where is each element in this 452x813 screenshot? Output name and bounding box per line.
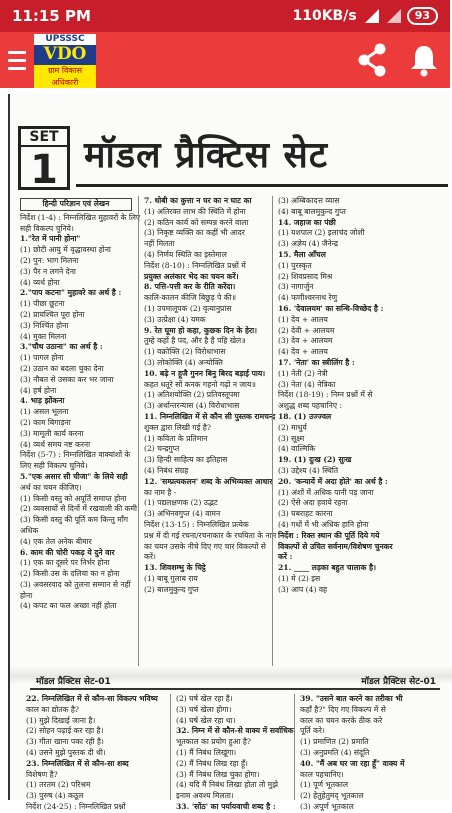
thumb-line1: UPSSSC bbox=[34, 34, 96, 45]
question-line: 23. निम्नलिखित में से कौन-सा शब्द bbox=[26, 758, 129, 768]
text-line: (3) मामूली कार्य करना bbox=[20, 428, 84, 438]
text-line: (1) पीछा छूटना bbox=[20, 299, 65, 309]
menu-icon[interactable] bbox=[0, 32, 34, 88]
text-line: (3) अम्बिकादत्त व्यास bbox=[278, 196, 340, 205]
page-title: मॉडल प्रैक्टिस सेट bbox=[84, 135, 328, 176]
text-line: (3) निश्चिंत होना bbox=[20, 320, 69, 330]
text-line: (1) नेती (2) नेत्री bbox=[278, 368, 328, 378]
text-line: (3) अवसरवाद को तुलना सम्मान से नहीं bbox=[20, 579, 131, 589]
text-line: (4) व्यर्थ होना bbox=[20, 277, 60, 287]
text-line: (4) घर्ष खेल रहा था। bbox=[176, 715, 236, 725]
text-line: (2) उठान का बदला चुका देना bbox=[20, 363, 104, 373]
text-line: अशुद्ध शब्द पहचानिए : bbox=[278, 401, 343, 411]
text-line: (3) सूक्ष्म bbox=[278, 433, 305, 443]
title-divider bbox=[76, 184, 448, 187]
app-bar bbox=[0, 32, 450, 88]
text-line: तुम्हे कहों है पद, और है है पहि खेल॥ bbox=[144, 336, 246, 346]
text-line: (2) शिवप्रसाद मिश्र bbox=[278, 271, 333, 281]
text-line: सही विकल्प चुनिये। bbox=[20, 223, 74, 233]
question-line: 39. "उसने बात करने का तरीका भी bbox=[300, 694, 403, 703]
question-line: 3."चौथ उठाना" का अर्थ है : bbox=[20, 342, 103, 352]
question-line: 9. रेत घूमा हो कहा, कुछक दिन के हेरा। bbox=[144, 325, 257, 335]
question-line: करें : bbox=[278, 552, 293, 562]
text-line: प्रश्न में दी गई रचना/रचनाकार के रचयिता के नाम bbox=[144, 530, 277, 540]
question-line: 10. बढ़े न हूजै गुनन बिनु बिरद बड़ाई पाय। bbox=[144, 368, 266, 378]
text-line: (3) अर्थान्तरन्यास (4) विरोधाभास bbox=[144, 401, 240, 411]
text-line: करें। bbox=[144, 552, 156, 562]
text-line: (4) फणीश्वरनाथ रेणु bbox=[278, 293, 338, 303]
text-line: (1) पागल होना bbox=[20, 353, 64, 363]
text-line: (2) चन्द्रगुप्त bbox=[144, 444, 180, 454]
question-line: प्रयुक्त अलंकार भेद का चयन करें। bbox=[144, 271, 239, 281]
text-line: का चयन उसके नीचे दिए गए चार विकल्पों से bbox=[144, 541, 266, 551]
status-right bbox=[292, 7, 438, 25]
text-line: (1) मे (2) इस bbox=[278, 573, 321, 583]
text-line: कालि-कालन कीजि बिछुड़ पे की॥ bbox=[144, 293, 237, 303]
question-line: 1."रेत में पानी होना" bbox=[20, 234, 81, 244]
question-line: 15. मैला आँचल bbox=[278, 249, 326, 259]
network-speed: 110KB/s bbox=[292, 8, 357, 24]
text-line: (1) मुझे दिखाई जाना है। bbox=[26, 715, 96, 725]
text-line: (3) घर्ष खेला होगा। bbox=[176, 704, 232, 714]
text-line: अधिक bbox=[20, 525, 39, 535]
text-line: (1) कविता के प्रतिमान bbox=[144, 433, 208, 443]
text-line: (3) लोकोक्ति (4) अन्योक्ति bbox=[144, 357, 223, 367]
text-line: (3) देव + आलयम bbox=[278, 336, 333, 346]
battery-icon: 93 bbox=[407, 7, 438, 25]
column-b3 bbox=[294, 694, 444, 811]
text-line: काल पहचानिए। bbox=[300, 769, 344, 779]
text-line: (2) कठिन कार्य को सम्पन्न करने वाला bbox=[144, 217, 249, 227]
text-line: (3) निकृष्ट व्यक्ति का कहीं भी आदर bbox=[144, 228, 245, 238]
question-line: 17. 'नेता' का स्त्रीलिंग है : bbox=[278, 357, 355, 367]
scanned-page bbox=[8, 94, 450, 811]
question-line: 11. निम्नलिखित में से कौन सी पुस्तक रामचन्द्र bbox=[144, 411, 276, 421]
question-line: 4. भाड़ झोंकना bbox=[20, 396, 65, 406]
text-line: नहीं मिलता bbox=[144, 239, 175, 249]
text-line: (3) अपूर्ण भूतकाल bbox=[300, 801, 354, 811]
book-cover-thumbnail bbox=[34, 34, 96, 86]
text-line: (1) अतिरक्त लाभ की स्थिति में होना bbox=[144, 206, 246, 216]
text-line: काल का चयन करके ठीक करे bbox=[300, 715, 383, 725]
text-line: (2) मैं निबंध लिख रहा हूँ। bbox=[176, 758, 248, 768]
column-b2 bbox=[170, 694, 294, 811]
text-line: (1) पुरस्कृत bbox=[278, 260, 312, 270]
document-viewer[interactable] bbox=[0, 88, 450, 811]
text-line: (4) व्यर्थ समय नष्ट करना bbox=[20, 439, 91, 449]
text-line: (1) प्रमाणित (2) प्रमाति bbox=[300, 737, 369, 747]
text-line: (1) देव + आलय bbox=[278, 314, 328, 324]
question-line: 12. 'सम्प्रत्यकलन' शब्द के अभिव्यक्त आधार bbox=[144, 476, 273, 486]
text-line: इनाम अवश्य मिलता। bbox=[176, 791, 234, 801]
text-line: निर्देश (24-25) : निम्नलिखित प्रश्नों bbox=[26, 801, 126, 811]
question-line: 22. निम्नलिखित में से कौन-सा विकल्प भविष्य bbox=[26, 694, 158, 703]
text-line: लिए सही विकल्प चुनिये। bbox=[20, 461, 88, 471]
text-line: (4) निबंध संग्रह bbox=[144, 465, 189, 475]
thumb-line3: ग्राम विकास अधिकारी bbox=[34, 65, 96, 89]
text-line: (2) व्यवसायों से दिनों में रखवाली की कमी bbox=[20, 504, 137, 514]
set-badge bbox=[18, 126, 70, 193]
text-line: (1) बाबू गुलाब राय bbox=[144, 573, 198, 583]
text-line: (4) गधों में भी अधिक हानि होना bbox=[278, 519, 369, 529]
text-line: पूर्ति करे। bbox=[300, 726, 325, 736]
text-line: (1) असल भूलना bbox=[20, 407, 69, 417]
text-line: अर्थ का चयन कीजिए। bbox=[20, 482, 82, 492]
text-line: होना bbox=[20, 590, 33, 600]
text-line: काल का द्योतक है? bbox=[26, 704, 80, 714]
text-line: (3) अनुप्रमति (4) संदूति bbox=[300, 747, 370, 757]
question-line: 13. शिवशम्भु के चिट्ठे bbox=[144, 563, 206, 573]
text-line: (4) उसने मुझे पुस्तक दी थी। bbox=[26, 747, 106, 757]
question-line: 20. 'कन्यायें में अदा होते' का अर्थ है : bbox=[278, 476, 388, 486]
text-line: (3) उत्प्रेक्षा (4) यमक bbox=[144, 314, 206, 324]
text-line: (3) घबराहट कारना bbox=[278, 509, 333, 519]
question-line: 40. "मैं अब घर जा रहा हूँ" वाक्य में bbox=[300, 758, 405, 768]
text-line: (2) देवी + आलयम bbox=[278, 325, 335, 335]
text-line: (3) अज्ञेय (4) जैनेन्द्र bbox=[278, 239, 339, 249]
column-2 bbox=[138, 196, 277, 666]
text-line: भूतकाल का प्रयोग हुआ है? bbox=[176, 737, 251, 747]
text-line: (1) छोटी आयु में वृद्धावस्था होना bbox=[20, 245, 111, 255]
text-line: (4) एक तेल अनेक बीमार bbox=[20, 536, 92, 546]
footer-right: मॉडल प्रैक्टिस सेट-01 bbox=[361, 677, 436, 687]
text-line: विशेषण है? bbox=[26, 769, 58, 779]
text-line: (2) प्रायश्चित पूरा होना bbox=[20, 309, 85, 319]
question-line: 33. 'सोंठ' का पर्यायवाची शब्द है : bbox=[176, 801, 276, 811]
text-line: (4) निर्णय स्थिति का इस्तेमाल bbox=[144, 249, 227, 259]
text-line: (3) किसी वस्तु की पूर्ति कम किन्तु माँग bbox=[20, 515, 129, 525]
section-heading: हिन्दी परिज्ञान एवं लेखन bbox=[20, 198, 132, 211]
question-line: 32. निम्न में से कौन-से वाक्य में सर्वाधिक bbox=[176, 726, 294, 736]
text-line: शुक्ल द्वारा लिखी गई है? bbox=[144, 422, 211, 432]
text-line: निर्देश (18-19) : निम्न प्रश्नों में से bbox=[278, 390, 373, 400]
text-line: (3) अभिनवगुप्त (4) वामन bbox=[144, 509, 221, 519]
set-number: 1 bbox=[30, 147, 58, 193]
text-line: कहत धतूरे सों कनक गहनो गढ़ो न जाय॥ bbox=[144, 379, 256, 389]
set-label: SET bbox=[21, 129, 67, 147]
text-line: (2) किसी उस के दलिया का न होना bbox=[20, 569, 120, 579]
text-line: निर्देश (1-4) : निम्नलिखित मुहावरों के लिए bbox=[20, 212, 141, 222]
text-line: कहाँ है?" दिए गए विकल्प में से bbox=[300, 704, 386, 714]
text-line: (2) पुन: भाग मिलना bbox=[20, 255, 79, 265]
thumb-line2: VDO bbox=[43, 44, 87, 64]
footer-left: मॉडल प्रैक्टिस सेट-01 bbox=[36, 677, 111, 687]
text-line: (3) पुरुष (4) कठूल bbox=[26, 791, 84, 801]
text-line: (1) उपमालूपक (2) वृत्यानुप्रास bbox=[144, 303, 232, 313]
column-1 bbox=[20, 196, 141, 666]
question-line: 19. (1) दुःख (2) सुःख bbox=[278, 455, 352, 465]
question-line: निर्देश : रिक्त स्थान की पूर्ति दिये गये bbox=[278, 530, 380, 540]
text-line: (2) हेतुहेतुमद् भूतकाल bbox=[300, 791, 364, 801]
status-bar bbox=[0, 0, 450, 32]
question-line: 16. 'देवालयम' का सन्धि-विच्छेद है : bbox=[278, 303, 384, 313]
text-line: (1) पूर्ण भूतकाल bbox=[300, 780, 349, 790]
question-line: 7. धोबी का कुत्ता न घर का न घाट का bbox=[144, 196, 252, 205]
text-line: (1) अंशों में अधिक पानी पड़ जाना bbox=[278, 487, 374, 497]
text-line: (3) हिन्दी साहित्य का इतिहास bbox=[144, 455, 228, 465]
status-time: 11:15 PM bbox=[12, 7, 91, 25]
text-line: (1) पद्यलक्षणक (2) उद्भट bbox=[144, 498, 218, 508]
text-line: (1) तरतम (2) परिश्रम bbox=[26, 780, 91, 790]
share-icon[interactable] bbox=[346, 32, 398, 88]
text-line: (3) गीता खाना पका रही है। bbox=[26, 737, 104, 747]
text-line: (3) मैं निबंध लिख चुका होगा। bbox=[176, 769, 260, 779]
text-line: (4) बाबू बालमुकुन्द गुप्त bbox=[278, 206, 346, 216]
text-line: (2) सोहन पढ़ाई कर रहा है। bbox=[26, 726, 104, 736]
signal-secondary-icon bbox=[385, 9, 401, 23]
text-line: (1) वक्रोक्ति (2) विरोधाभास bbox=[144, 347, 226, 357]
text-line: (1) अतिशयोक्ति (2) प्रतिवस्तूपमा bbox=[144, 390, 240, 400]
question-line: 2."पाप कटना" मुहावरे का अर्थ है : bbox=[20, 288, 122, 298]
text-line: का नाम है - bbox=[144, 487, 177, 497]
text-line: (2) माधुर्य bbox=[278, 422, 307, 432]
question-line: विकल्पों से उचित सर्वनाम/विशेषण चुनकर bbox=[278, 541, 393, 551]
text-line: (4) कपट का फल अच्छा नहीं होता bbox=[20, 601, 117, 611]
text-line: निर्देश (5-7) : निम्नलिखित वाक्यांशों के bbox=[20, 450, 131, 460]
question-line: 14. जहाज का पंछी bbox=[278, 217, 336, 227]
text-line: (3) नौबत से उसका कर भर जाना bbox=[20, 374, 114, 384]
question-line: 6. काम की चोरी पकड़ ये दुने वार bbox=[20, 547, 115, 557]
text-line: (1) मैं निबंध लिखूंगा। bbox=[176, 747, 237, 757]
text-line: (2) काम बिगाड़ना bbox=[20, 417, 71, 427]
text-line: (2) ऐसे अदा हवाये रहना bbox=[278, 498, 348, 508]
text-line: निर्देश (13-15) : निम्नलिखित प्रत्येक bbox=[144, 519, 249, 529]
question-line: 8. पत्ति-पत्ती कर के रीति करेंदा। bbox=[144, 282, 236, 292]
text-line: (2) घर्ष खेल रहा है। bbox=[176, 694, 233, 703]
signal-icon bbox=[363, 9, 379, 23]
text-line: (1) एक का दूसरे पर निर्भर होना bbox=[20, 558, 110, 568]
question-line: 5."एक असार सी चीजा" के लिये सही bbox=[20, 471, 128, 481]
text-line: (2) बालमुकुन्द गुप्त bbox=[144, 584, 199, 594]
text-line: (3) आप (4) वह bbox=[278, 584, 328, 594]
text-line: (3) नेता (4) नेत्रिका bbox=[278, 379, 336, 389]
text-line: (4) मुक्त मिलना bbox=[20, 331, 67, 341]
footer-divider bbox=[30, 688, 440, 690]
column-3 bbox=[272, 196, 444, 666]
text-line: (1) यशपाल (2) इलाचंद जोशी bbox=[278, 228, 365, 238]
text-line: (4) वाल्मिकि bbox=[278, 444, 316, 454]
question-line: 21. ____ लड़का बहुत चालाक है। bbox=[278, 563, 376, 573]
text-line: (4) हर्ष होना bbox=[20, 385, 57, 395]
text-line: (3) उद्देश्य (4) स्थिति bbox=[278, 465, 339, 475]
text-line: निर्देश (8-10) : निम्नलिखित प्रश्नों में bbox=[144, 260, 246, 270]
text-line: (4) देव + आलय bbox=[278, 347, 328, 357]
text-line: (4) यदि मैं निबंध लिखा होता तो मुझे bbox=[176, 780, 278, 790]
text-line: (3) पैर न लगने देना bbox=[20, 266, 76, 276]
text-line: (3) नागार्जुन bbox=[278, 282, 314, 292]
text-line: (1) किसी वस्तु को अपूर्ति समाप्त होना bbox=[20, 493, 127, 503]
column-b1 bbox=[26, 694, 166, 811]
bell-icon[interactable] bbox=[398, 32, 450, 88]
question-line: 18. (1) उज्ज्वल bbox=[278, 411, 332, 421]
